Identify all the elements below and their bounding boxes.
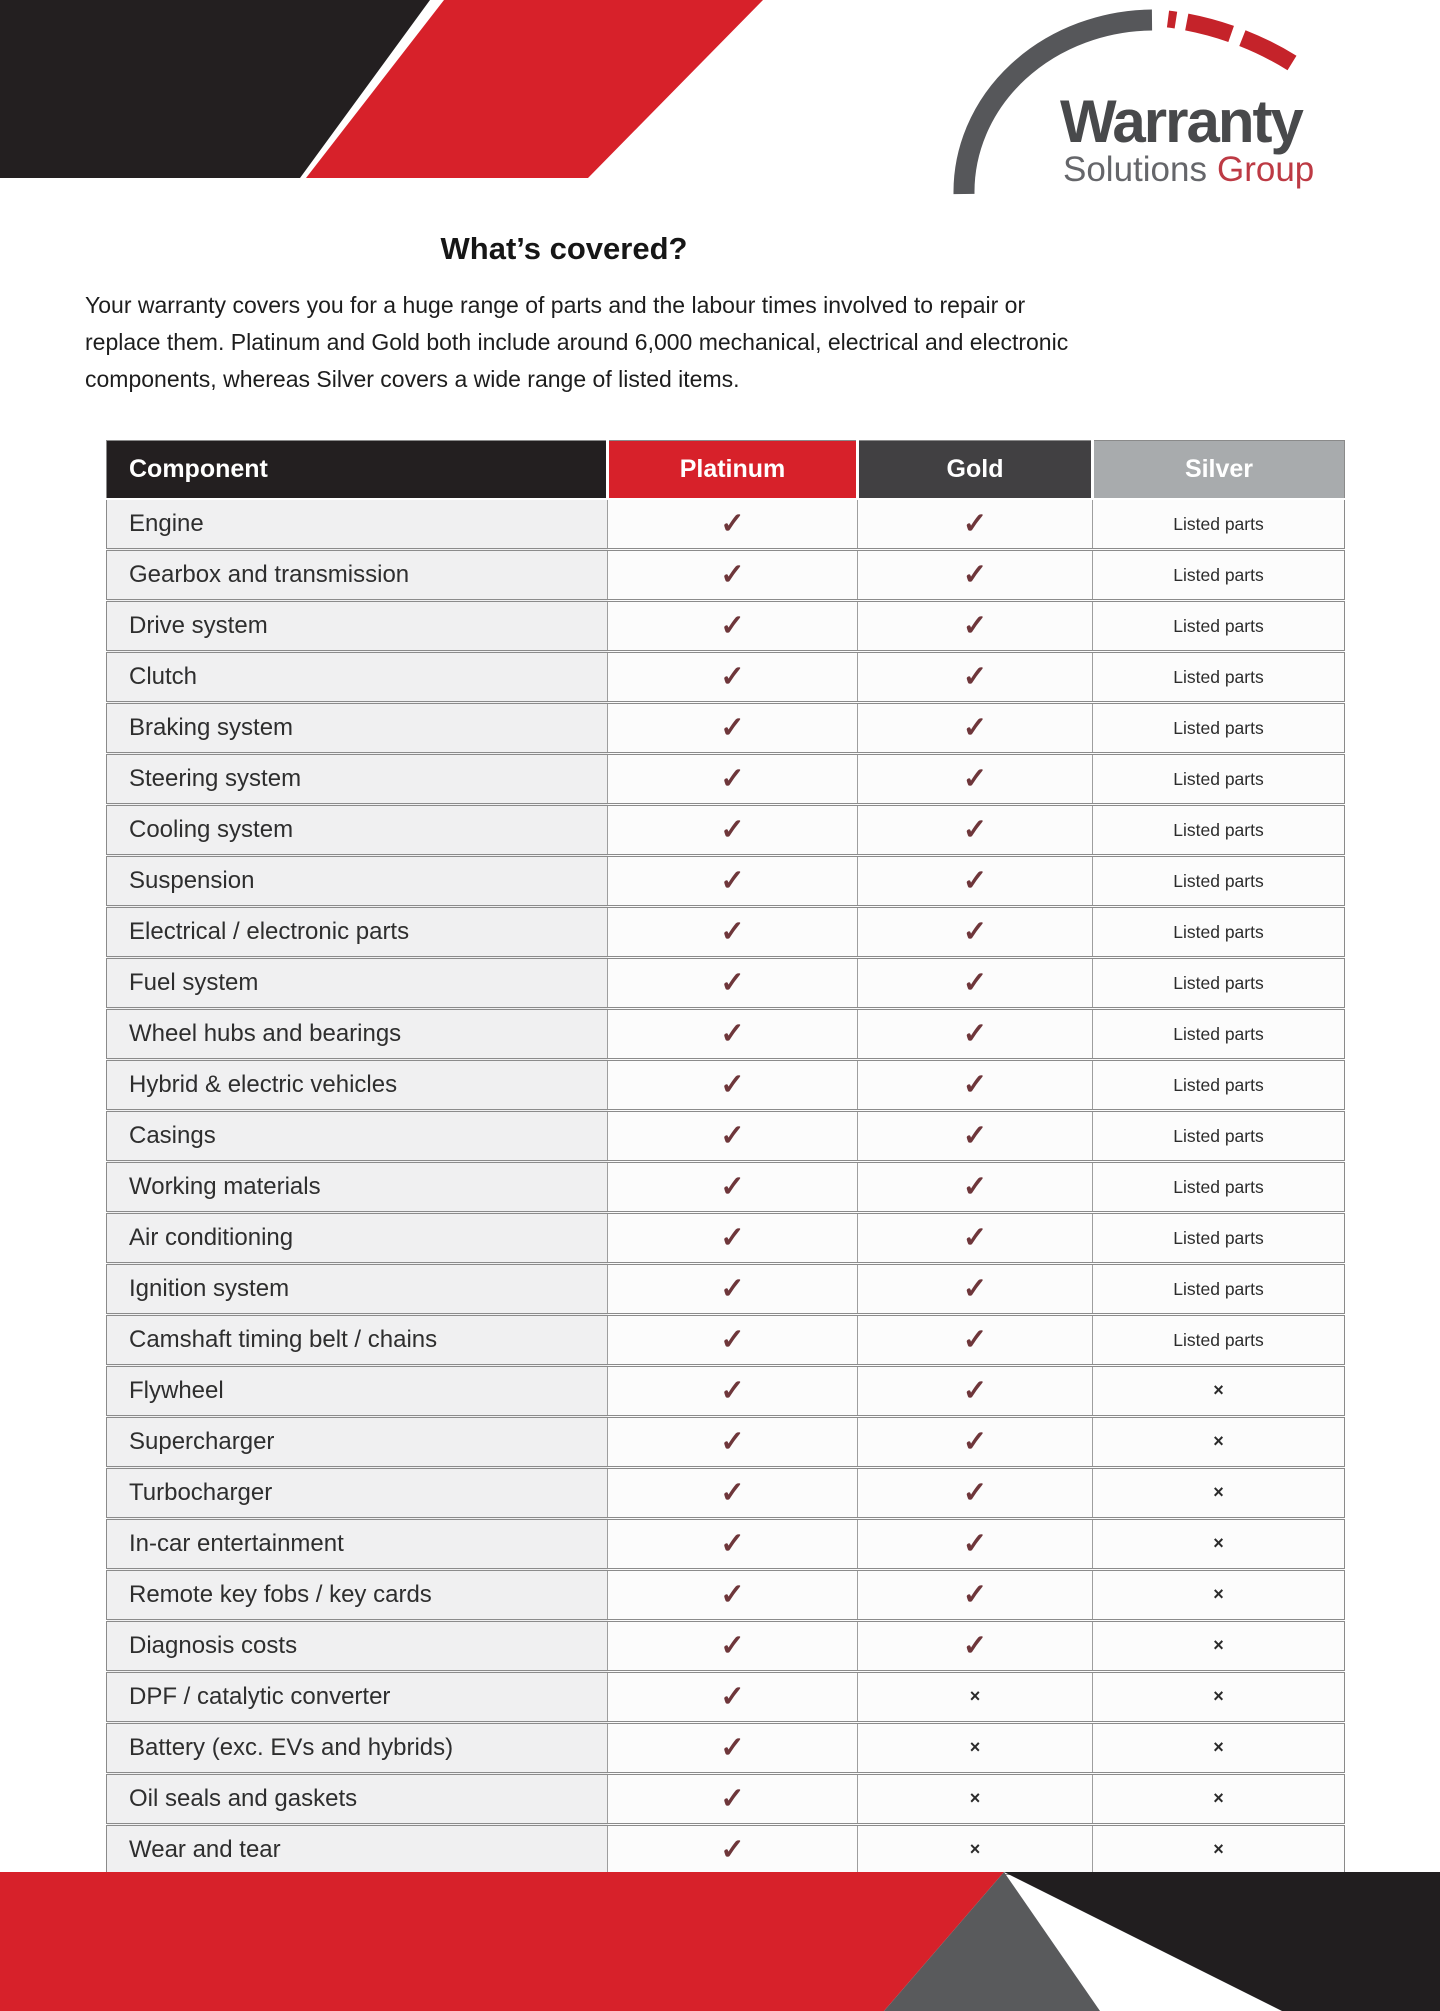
check-icon: ✓ [720,660,745,693]
silver-coverage-cell [1093,1468,1345,1519]
gold-coverage-cell [858,907,1093,958]
gold-coverage-cell [858,703,1093,754]
check-icon: ✓ [720,609,745,642]
cross-icon: × [1213,1431,1224,1451]
table-row [107,1417,1345,1468]
table-row [107,1366,1345,1417]
logo-subtitle-solutions: Solutions [1063,150,1207,189]
component-name-cell: Wheel hubs and bearings [107,1009,608,1060]
gauge-arc-red-dashes [1168,19,1292,63]
listed-parts-label: Listed parts [1173,1227,1264,1248]
component-name-cell: In-car entertainment [107,1519,608,1570]
platinum-coverage-cell [608,652,858,703]
table-row [107,1621,1345,1672]
cross-icon: × [969,1788,981,1808]
table-row [107,601,1345,652]
platinum-coverage-cell [608,1315,858,1366]
check-icon: ✓ [962,915,988,948]
table-row [107,1519,1345,1570]
silver-coverage-cell [1093,1825,1345,1875]
silver-coverage-cell [1093,805,1345,856]
check-icon: ✓ [720,1170,745,1203]
silver-coverage-cell [1093,1264,1345,1315]
platinum-coverage-cell [608,1417,858,1468]
check-icon: ✓ [720,1782,745,1815]
component-name-cell: Ignition system [107,1264,608,1315]
column-header-component: Component [107,441,608,500]
component-name-cell: Electrical / electronic parts [107,907,608,958]
component-name-cell: Diagnosis costs [107,1621,608,1672]
platinum-coverage-cell [608,1162,858,1213]
component-name-cell: Air conditioning [107,1213,608,1264]
listed-parts-label: Listed parts [1173,768,1264,789]
platinum-coverage-cell [608,1519,858,1570]
listed-parts-label: Listed parts [1173,615,1264,636]
check-icon: ✓ [962,1017,988,1050]
cross-icon: × [1213,1533,1224,1553]
listed-parts-label: Listed parts [1173,513,1264,534]
table-row [107,1468,1345,1519]
check-icon: ✓ [962,711,988,744]
table-row [107,1315,1345,1366]
platinum-coverage-cell [608,805,858,856]
component-name-cell: Flywheel [107,1366,608,1417]
gold-coverage-cell [858,805,1093,856]
silver-coverage-cell [1093,601,1345,652]
table-row [107,1825,1345,1875]
gold-coverage-cell [858,1468,1093,1519]
intro-paragraph: Your warranty covers you for a huge range of parts and the labour times involved to repair or replace them. Platinum and Gold both include around 6,000 mechanical, electrical and electronic components, whereas Silver covers a wide range of listed items. [85,292,1069,392]
header-row [107,441,1345,500]
silver-coverage-cell [1093,1366,1345,1417]
table-row [107,550,1345,601]
check-icon: ✓ [720,711,745,744]
component-name-cell: Hybrid & electric vehicles [107,1060,608,1111]
check-icon: ✓ [962,609,988,642]
cross-icon: × [1213,1635,1224,1655]
silver-coverage-cell [1093,652,1345,703]
platinum-coverage-cell [608,1825,858,1875]
listed-parts-label: Listed parts [1173,564,1264,585]
check-icon: ✓ [962,1578,988,1611]
platinum-coverage-cell [608,1213,858,1264]
gold-coverage-cell [858,1774,1093,1825]
check-icon: ✓ [720,1425,745,1458]
platinum-coverage-cell [608,1621,858,1672]
component-name-cell: Supercharger [107,1417,608,1468]
check-icon: ✓ [720,1578,745,1611]
column-header-gold: Gold [858,441,1093,500]
check-icon: ✓ [720,813,745,846]
platinum-coverage-cell [608,601,858,652]
bottom-banner-graphic [0,1870,1440,2011]
table-row [107,754,1345,805]
platinum-coverage-cell [608,1672,858,1723]
component-name-cell: Oil seals and gaskets [107,1774,608,1825]
platinum-coverage-cell [608,907,858,958]
listed-parts-label: Listed parts [1173,1176,1264,1197]
check-icon: ✓ [720,507,745,540]
silver-coverage-cell [1093,754,1345,805]
gold-coverage-cell [858,1315,1093,1366]
gold-coverage-cell [858,601,1093,652]
table-row [107,1672,1345,1723]
check-icon: ✓ [962,813,988,846]
check-icon: ✓ [962,1221,988,1254]
check-icon: ✓ [720,762,745,795]
component-name-cell: Working materials [107,1162,608,1213]
silver-coverage-cell [1093,1519,1345,1570]
check-icon: ✓ [720,1527,745,1560]
column-header-platinum: Platinum [608,441,858,500]
silver-coverage-cell [1093,1111,1345,1162]
table-row [107,1213,1345,1264]
cross-icon: × [1213,1737,1224,1757]
cross-icon: × [969,1737,981,1757]
check-icon: ✓ [962,1374,988,1407]
table-row [107,1060,1345,1111]
component-name-cell: Wear and tear [107,1825,608,1875]
component-name-cell: Engine [107,499,608,550]
check-icon: ✓ [962,1272,988,1305]
coverage-table-header [107,441,1345,500]
component-name-cell: Remote key fobs / key cards [107,1570,608,1621]
silver-coverage-cell [1093,550,1345,601]
platinum-coverage-cell [608,958,858,1009]
listed-parts-label: Listed parts [1173,717,1264,738]
platinum-coverage-cell [608,1774,858,1825]
component-name-cell: Gearbox and transmission [107,550,608,601]
gold-coverage-cell [858,1621,1093,1672]
silver-coverage-cell [1093,1723,1345,1774]
cross-icon: × [1213,1686,1224,1706]
logo-subtitle-group: Group [1216,150,1315,189]
coverage-table-body [107,499,1345,1875]
check-icon: ✓ [720,1629,745,1662]
check-icon: ✓ [720,1323,745,1356]
check-icon: ✓ [962,660,988,693]
check-icon: ✓ [720,1221,745,1254]
check-icon: ✓ [720,558,745,591]
gold-coverage-cell [858,1366,1093,1417]
gold-coverage-cell [858,1111,1093,1162]
silver-coverage-cell [1093,1213,1345,1264]
check-icon: ✓ [720,1476,745,1509]
gold-coverage-cell [858,1417,1093,1468]
gold-coverage-cell [858,754,1093,805]
table-row [107,1570,1345,1621]
platinum-coverage-cell [608,1723,858,1774]
gold-coverage-cell [858,1519,1093,1570]
table-row [107,907,1345,958]
platinum-coverage-cell [608,703,858,754]
check-icon: ✓ [962,1425,988,1458]
table-row [107,805,1345,856]
check-icon: ✓ [962,1476,988,1509]
platinum-coverage-cell [608,1060,858,1111]
table-row [107,703,1345,754]
bottom-banner-red-shape [0,1872,1004,2011]
table-row [107,856,1345,907]
component-name-cell: Drive system [107,601,608,652]
check-icon: ✓ [962,1170,988,1203]
table-row [107,499,1345,550]
gold-coverage-cell [858,1570,1093,1621]
platinum-coverage-cell [608,1366,858,1417]
check-icon: ✓ [962,762,988,795]
check-icon: ✓ [720,1017,745,1050]
platinum-coverage-cell [608,1009,858,1060]
listed-parts-label: Listed parts [1173,1278,1264,1299]
table-row [107,1774,1345,1825]
check-icon: ✓ [720,1272,745,1305]
component-name-cell: Steering system [107,754,608,805]
gold-coverage-cell [858,1672,1093,1723]
table-row [107,652,1345,703]
listed-parts-label: Listed parts [1173,666,1264,687]
gold-coverage-cell [858,499,1093,550]
listed-parts-label: Listed parts [1173,921,1264,942]
component-name-cell: Braking system [107,703,608,754]
table-row [107,1009,1345,1060]
silver-coverage-cell [1093,1162,1345,1213]
component-name-cell: Fuel system [107,958,608,1009]
table-row [107,1111,1345,1162]
component-name-cell: Camshaft timing belt / chains [107,1315,608,1366]
check-icon: ✓ [720,1731,745,1764]
table-row [107,1723,1345,1774]
platinum-coverage-cell [608,1264,858,1315]
gold-coverage-cell [858,550,1093,601]
component-name-cell: Suspension [107,856,608,907]
logo-wordmark: Warranty [1060,88,1302,155]
check-icon: ✓ [962,1629,988,1662]
silver-coverage-cell [1093,907,1345,958]
gold-coverage-cell [858,1723,1093,1774]
coverage-table [106,440,1345,1875]
cross-icon: × [1213,1482,1224,1502]
check-icon: ✓ [962,1068,988,1101]
silver-coverage-cell [1093,703,1345,754]
platinum-coverage-cell [608,1570,858,1621]
gold-coverage-cell [858,1009,1093,1060]
component-name-cell: Cooling system [107,805,608,856]
check-icon: ✓ [962,966,988,999]
check-icon: ✓ [962,1323,988,1356]
cross-icon: × [1213,1788,1224,1808]
silver-coverage-cell [1093,856,1345,907]
check-icon: ✓ [720,1680,745,1713]
table-row [107,1162,1345,1213]
silver-coverage-cell [1093,1621,1345,1672]
page-title: What’s covered? [440,231,688,266]
check-icon: ✓ [962,1119,988,1152]
column-header-silver: Silver [1093,441,1345,500]
cross-icon: × [1213,1380,1224,1400]
silver-coverage-cell [1093,1315,1345,1366]
component-name-cell: Clutch [107,652,608,703]
listed-parts-label: Listed parts [1173,819,1264,840]
cross-icon: × [1213,1584,1224,1604]
silver-coverage-cell [1093,1570,1345,1621]
gold-coverage-cell [858,1060,1093,1111]
listed-parts-label: Listed parts [1173,1329,1264,1350]
listed-parts-label: Listed parts [1173,1023,1264,1044]
logo-subtitle [1063,152,1314,187]
component-name-cell: Battery (exc. EVs and hybrids) [107,1723,608,1774]
listed-parts-label: Listed parts [1173,972,1264,993]
platinum-coverage-cell [608,754,858,805]
check-icon: ✓ [720,915,745,948]
cross-icon: × [969,1686,981,1706]
silver-coverage-cell [1093,1417,1345,1468]
check-icon: ✓ [720,1119,745,1152]
check-icon: ✓ [720,1068,745,1101]
silver-coverage-cell [1093,499,1345,550]
cross-icon: × [1213,1839,1224,1859]
platinum-coverage-cell [608,550,858,601]
component-name-cell: DPF / catalytic converter [107,1672,608,1723]
table-row [107,958,1345,1009]
gold-coverage-cell [858,1162,1093,1213]
platinum-coverage-cell [608,499,858,550]
platinum-coverage-cell [608,1111,858,1162]
check-icon: ✓ [720,966,745,999]
listed-parts-label: Listed parts [1173,870,1264,891]
check-icon: ✓ [962,1527,988,1560]
gold-coverage-cell [858,856,1093,907]
check-icon: ✓ [720,864,745,897]
component-name-cell: Casings [107,1111,608,1162]
gold-coverage-cell [858,958,1093,1009]
silver-coverage-cell [1093,1774,1345,1825]
silver-coverage-cell [1093,1672,1345,1723]
silver-coverage-cell [1093,1060,1345,1111]
component-name-cell: Turbocharger [107,1468,608,1519]
platinum-coverage-cell [608,1468,858,1519]
platinum-coverage-cell [608,856,858,907]
table-row [107,1264,1345,1315]
listed-parts-label: Listed parts [1173,1074,1264,1095]
gold-coverage-cell [858,1213,1093,1264]
silver-coverage-cell [1093,1009,1345,1060]
check-icon: ✓ [962,558,988,591]
check-icon: ✓ [962,507,988,540]
check-icon: ✓ [720,1833,745,1866]
gold-coverage-cell [858,652,1093,703]
check-icon: ✓ [720,1374,745,1407]
check-icon: ✓ [962,864,988,897]
cross-icon: × [969,1839,981,1859]
silver-coverage-cell [1093,958,1345,1009]
listed-parts-label: Listed parts [1173,1125,1264,1146]
gold-coverage-cell [858,1825,1093,1875]
gold-coverage-cell [858,1264,1093,1315]
